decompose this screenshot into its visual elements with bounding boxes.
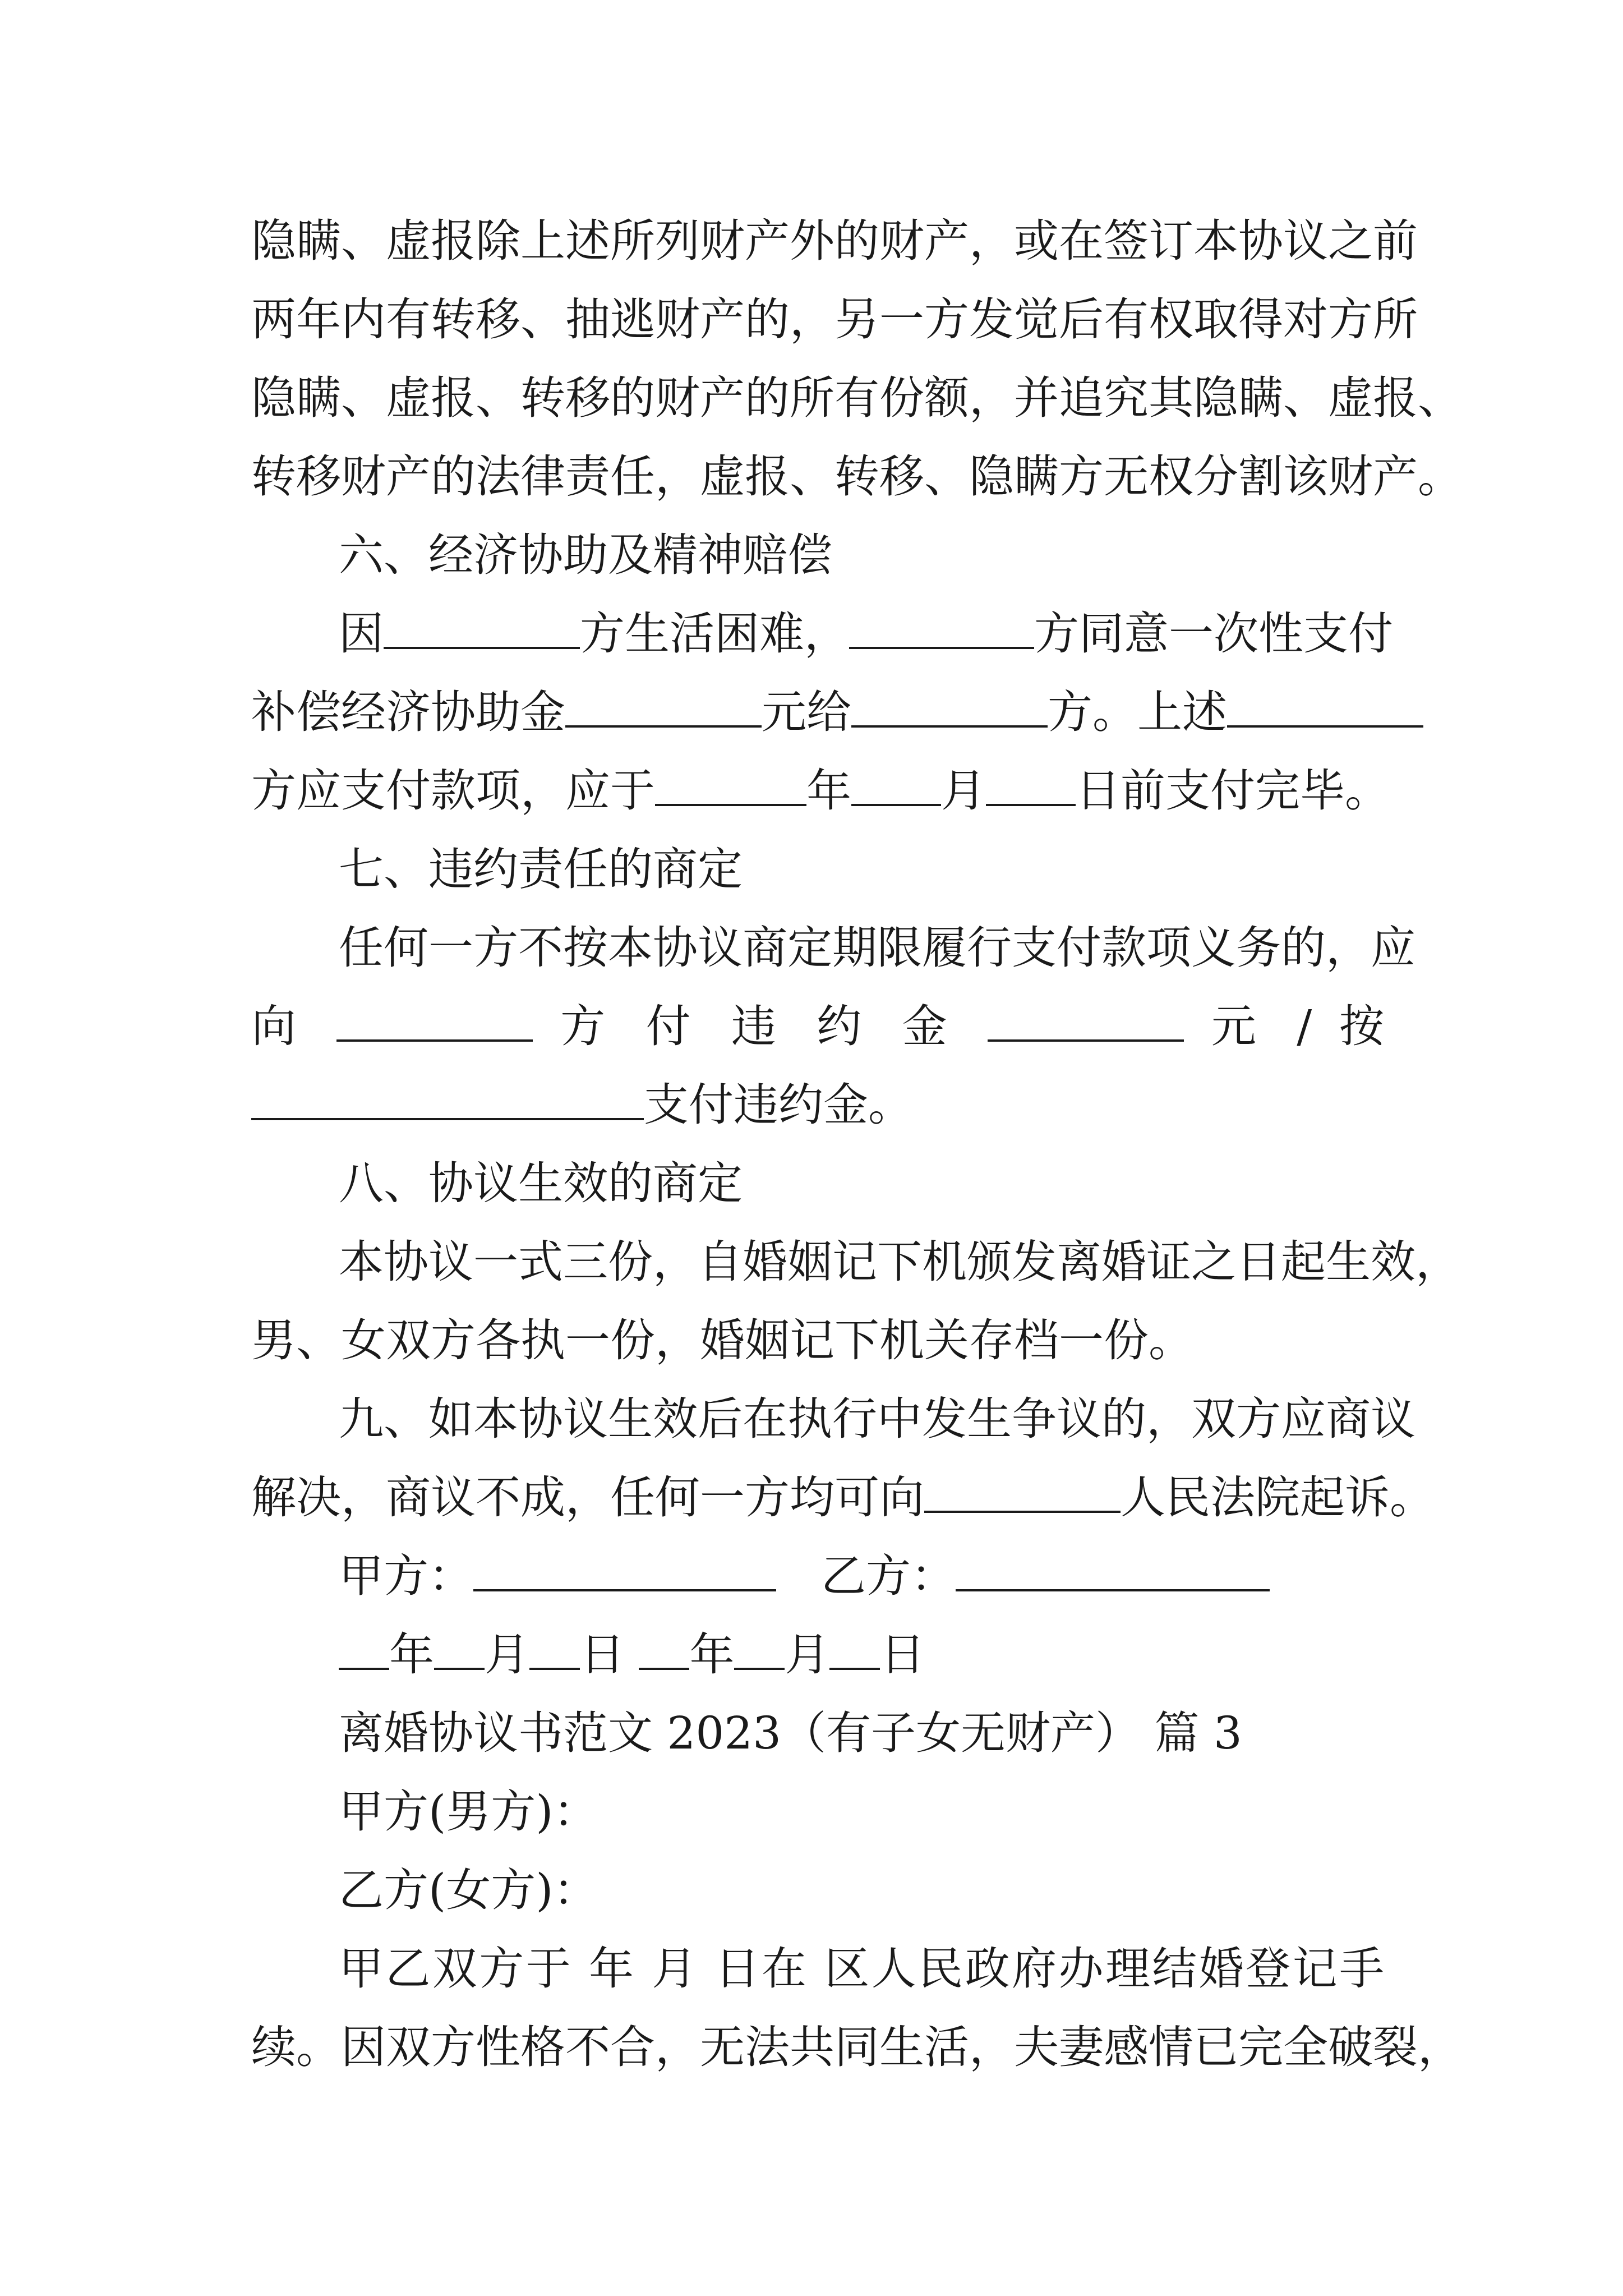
section-heading: 六、经济协助及精神赔偿 xyxy=(339,529,832,581)
fill-blank xyxy=(851,765,941,806)
text-fragment: 月 xyxy=(652,1943,699,1995)
text-fragment: 年 xyxy=(806,765,851,817)
text-fragment: 元给 xyxy=(762,686,851,738)
text-fragment: 日前支付完毕。 xyxy=(1076,765,1390,817)
text-line: 男、女双方各执一份，婚姻记下机关存档一份。 xyxy=(251,1314,1193,1366)
text-fragment: 方生活困难， xyxy=(580,608,849,660)
text-line: 隐瞒、虚报、转移的财产的所有份额，并追究其隐瞒、虚报、 xyxy=(251,372,1463,424)
fill-blank xyxy=(473,1550,776,1591)
fill-blank xyxy=(924,1471,1121,1513)
fill-blank xyxy=(956,1550,1270,1591)
text-fragment: 日 xyxy=(580,1628,625,1681)
text-fragment: 人民法院起诉。 xyxy=(1121,1471,1435,1524)
party-a-label: 甲方： xyxy=(339,1550,473,1602)
text-line: 续。因双方性格不合，无法共同生活，夫妻感情已完全破裂， xyxy=(251,2021,1463,2073)
text-fragment: 日在 xyxy=(714,1943,809,1995)
text-fragment: 日 xyxy=(880,1628,925,1681)
text-line xyxy=(251,752,1390,830)
fill-blank xyxy=(434,1628,485,1670)
text-fragment: 方。上述 xyxy=(1048,686,1227,738)
text-fragment: 月 xyxy=(785,1628,830,1681)
text-fragment: 违 xyxy=(731,1000,790,1052)
text-fragment: 元 xyxy=(1211,1000,1270,1052)
date-line xyxy=(339,1616,1384,1694)
text-fragment: 方同意一次性支付 xyxy=(1034,608,1393,660)
fill-blank xyxy=(1227,686,1423,728)
fill-blank xyxy=(384,608,580,649)
section-heading: 八、协议生效的商定 xyxy=(339,1157,743,1209)
fill-blank xyxy=(986,765,1076,806)
party-b-label: 乙方： xyxy=(821,1550,956,1602)
text-line: 任何一方不按本协议商定期限履行支付款项义务的，应 xyxy=(339,922,1415,974)
text-fragment: 甲乙双方于 xyxy=(339,1943,573,1995)
document-subheading: 离婚协议书范文 2023（有子女无财产） 篇 3 xyxy=(339,1707,1242,1759)
fill-blank xyxy=(988,1000,1184,1042)
fill-blank xyxy=(655,765,806,806)
text-fragment: 年 xyxy=(389,1628,434,1681)
text-fragment: 区人民政府办理结婚登记手 xyxy=(824,1943,1385,1995)
fill-blank xyxy=(251,1079,644,1120)
fill-blank xyxy=(829,1628,880,1670)
text-fragment: 约 xyxy=(817,1000,875,1052)
fill-blank xyxy=(565,686,762,728)
fill-blank xyxy=(339,1628,389,1670)
text-fragment: 按 xyxy=(1339,1000,1385,1052)
text-line: 转移财产的法律责任，虚报、转移、隐瞒方无权分割该财产。 xyxy=(251,450,1463,503)
text-line xyxy=(251,1458,1435,1537)
text-fragment: 年 xyxy=(689,1628,735,1681)
fill-blank xyxy=(639,1628,689,1670)
text-fragment: 支付违约金。 xyxy=(644,1079,913,1131)
text-fragment: 付 xyxy=(645,1000,704,1052)
text-fragment: 月 xyxy=(485,1628,529,1681)
text-fragment: 因 xyxy=(339,608,384,660)
section-heading: 七、违约责任的商定 xyxy=(339,843,743,895)
text-line xyxy=(251,673,1384,752)
text-fragment: 补偿经济协助金 xyxy=(251,686,565,738)
text-fragment: 向 xyxy=(251,1000,310,1052)
text-line: 本协议一式三份，自婚姻记下机颁发离婚证之日起生效， xyxy=(339,1236,1460,1288)
text-fragment: / xyxy=(1297,1000,1312,1052)
text-fragment: 年 xyxy=(589,1943,636,1995)
text-fragment: 月 xyxy=(941,765,986,817)
text-line xyxy=(339,595,1393,673)
text-line: 隐瞒、虚报除上述所列财产外的财产，或在签订本协议之前 xyxy=(251,215,1418,267)
text-line: 两年内有转移、抽逃财产的，另一方发觉后有权取得对方所 xyxy=(251,293,1418,346)
text-fragment: 解决，商议不成，任何一方均可向 xyxy=(251,1471,924,1524)
text-fragment: 方 xyxy=(560,1000,619,1052)
text-line xyxy=(251,987,1384,1066)
fill-blank xyxy=(734,1628,785,1670)
fill-blank xyxy=(851,686,1048,728)
text-line: 乙方(女方)： xyxy=(339,1864,598,1916)
fill-blank xyxy=(529,1628,580,1670)
text-line: 甲方(男方)： xyxy=(339,1786,598,1838)
text-fragment: 方应支付款项，应于 xyxy=(251,765,655,817)
text-line xyxy=(339,1930,1384,2008)
signature-line xyxy=(339,1537,1384,1616)
text-fragment: 金 xyxy=(902,1000,961,1052)
text-line: 九、如本协议生效后在执行中发生争议的，双方应商议 xyxy=(339,1393,1415,1445)
fill-blank xyxy=(336,1000,533,1042)
text-line xyxy=(251,1066,1384,1144)
fill-blank xyxy=(849,608,1034,649)
